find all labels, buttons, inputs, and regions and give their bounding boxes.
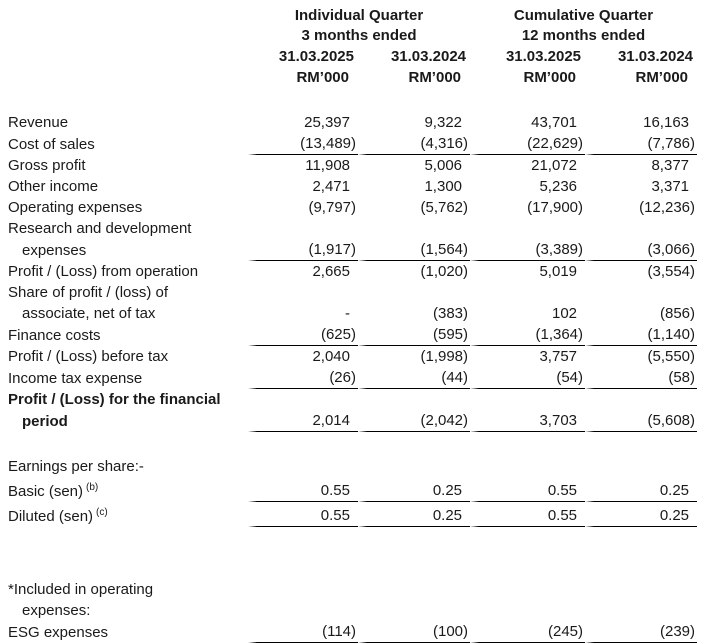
value-cell: (595)	[358, 324, 470, 346]
value-cell: 0.25	[585, 502, 697, 527]
value-cell: (7,786)	[585, 133, 697, 155]
value-cell: 5,236	[539, 178, 578, 195]
value-cell: (1,998)	[420, 348, 469, 365]
spacer-cell	[8, 432, 697, 456]
value-cell	[358, 600, 470, 621]
row-label: Operating expenses	[8, 199, 143, 216]
column-date-4: 31.03.2024	[617, 48, 694, 65]
empty-cell	[8, 68, 248, 88]
table-row	[8, 324, 697, 346]
value-cell: (239)	[585, 621, 697, 643]
table-header	[8, 6, 697, 88]
table-body	[8, 88, 697, 643]
value-cell: 0.25	[358, 502, 470, 527]
table-row	[8, 176, 697, 197]
row-label: Profit / (Loss) from operation	[8, 263, 199, 280]
value-cell	[248, 389, 358, 410]
value-cell	[358, 456, 470, 477]
value-cell: (17,900)	[527, 199, 584, 216]
row-label: Diluted (sen) $^{(c)}$	[8, 507, 108, 525]
value-cell: (2,042)	[358, 410, 470, 432]
table-row	[8, 197, 697, 218]
column-unit-4: RM’000	[635, 69, 689, 86]
value-cell: (54)	[470, 367, 585, 389]
spacer-row	[8, 88, 697, 112]
value-cell: (44)	[358, 367, 470, 389]
table-row	[8, 477, 697, 502]
column-unit-3: RM’000	[523, 69, 577, 86]
spacer-row	[8, 432, 697, 456]
row-label: Finance costs	[8, 327, 101, 344]
value-cell: (9,797)	[308, 199, 356, 216]
table-row	[8, 579, 697, 600]
value-cell: 0.55	[470, 502, 585, 527]
value-cell: (114)	[248, 621, 358, 643]
value-cell: 2,471	[312, 178, 350, 195]
value-cell: 9,322	[424, 114, 463, 131]
row-label: Earnings per share:-	[8, 458, 144, 475]
empty-cell	[8, 46, 248, 68]
table-row	[8, 133, 697, 155]
value-cell: (3,389)	[470, 239, 585, 261]
value-cell: 3,703	[470, 410, 585, 432]
row-label: Basic (sen) $^{(b)}$	[8, 482, 99, 500]
row-label: Revenue	[8, 114, 69, 131]
value-cell	[585, 389, 697, 410]
value-cell: 11,908	[305, 157, 350, 174]
table-row	[8, 367, 697, 389]
value-cell: 2,014	[248, 410, 358, 432]
date-header-row	[8, 46, 697, 68]
row-label: period	[22, 413, 68, 430]
value-cell: (5,608)	[585, 410, 697, 432]
group-subtitle-row	[8, 26, 697, 46]
value-cell: (100)	[358, 621, 470, 643]
value-cell: 0.55	[248, 477, 358, 502]
value-cell: (1,564)	[358, 239, 470, 261]
value-cell: 102	[551, 305, 578, 322]
value-cell	[470, 389, 585, 410]
row-label: *Included in operating	[8, 581, 154, 598]
row-label: Profit / (Loss) for the financial	[8, 391, 221, 408]
value-cell	[585, 282, 697, 303]
table-row	[8, 600, 697, 621]
value-cell: 2,665	[312, 263, 350, 280]
table-row	[8, 502, 697, 527]
empty-cell	[8, 26, 248, 46]
column-date-3: 31.03.2025	[505, 48, 582, 65]
value-cell: (1,140)	[585, 324, 697, 346]
value-cell	[248, 456, 358, 477]
row-label: associate, net of tax	[22, 305, 156, 322]
group-title-row	[8, 6, 697, 26]
value-cell	[248, 600, 358, 621]
value-cell: (3,554)	[647, 263, 696, 280]
table-row	[8, 282, 697, 303]
group-cumulative-quarter-title: Cumulative Quarter	[513, 7, 654, 24]
value-cell: (1,020)	[420, 263, 469, 280]
value-cell	[585, 600, 697, 621]
table-row	[8, 218, 697, 239]
value-cell: (1,364)	[470, 324, 585, 346]
value-cell: (625)	[248, 324, 358, 346]
value-cell	[248, 579, 358, 600]
value-cell: 0.55	[470, 477, 585, 502]
table-row	[8, 112, 697, 133]
value-cell: (3,066)	[585, 239, 697, 261]
value-cell	[585, 218, 697, 239]
value-cell: (5,550)	[647, 348, 696, 365]
value-cell	[470, 218, 585, 239]
table-row	[8, 410, 697, 432]
spacer-cell	[8, 527, 697, 579]
row-label: Profit / (Loss) before tax	[8, 348, 169, 365]
value-cell: 3,757	[539, 348, 578, 365]
table-row	[8, 389, 697, 410]
value-cell	[585, 456, 697, 477]
row-label: Research and development	[8, 220, 192, 237]
value-cell: (12,236)	[639, 199, 696, 216]
table-row	[8, 155, 697, 176]
value-cell: (383)	[432, 305, 469, 322]
value-cell: 8,377	[651, 157, 690, 174]
value-cell: -	[345, 305, 350, 322]
row-label: expenses	[22, 242, 87, 259]
value-cell: (26)	[248, 367, 358, 389]
table-row	[8, 261, 697, 282]
table-row	[8, 621, 697, 643]
table-row	[8, 239, 697, 261]
value-cell	[358, 389, 470, 410]
empty-cell	[8, 6, 248, 26]
value-cell	[470, 579, 585, 600]
column-date-2: 31.03.2024	[390, 48, 467, 65]
value-cell: 1,300	[424, 178, 463, 195]
row-label: Cost of sales	[8, 136, 95, 153]
value-cell: 16,163	[643, 114, 690, 131]
value-cell: (13,489)	[248, 133, 358, 155]
row-label: Other income	[8, 178, 99, 195]
column-date-1: 31.03.2025	[278, 48, 354, 65]
value-cell: (58)	[585, 367, 697, 389]
spacer-row	[8, 527, 697, 579]
value-cell	[585, 579, 697, 600]
group-individual-quarter-subtitle: 3 months ended	[301, 27, 417, 44]
column-unit-1: RM’000	[296, 69, 349, 86]
column-unit-2: RM’000	[408, 69, 462, 86]
row-label: Income tax expense	[8, 370, 143, 387]
value-cell: 21,072	[531, 157, 578, 174]
spacer-cell	[8, 88, 697, 112]
table-row	[8, 346, 697, 367]
value-cell: 25,397	[304, 114, 350, 131]
value-cell	[248, 218, 358, 239]
income-statement-table	[8, 6, 697, 643]
value-cell: (856)	[659, 305, 696, 322]
value-cell	[470, 456, 585, 477]
row-label: Gross profit	[8, 157, 86, 174]
group-cumulative-quarter-subtitle: 12 months ended	[521, 27, 646, 44]
table-row	[8, 456, 697, 477]
value-cell: 5,006	[424, 157, 463, 174]
value-cell	[470, 600, 585, 621]
value-cell: 2,040	[312, 348, 350, 365]
row-label: expenses:	[22, 602, 91, 619]
value-cell: (4,316)	[358, 133, 470, 155]
row-label: ESG expenses	[8, 624, 109, 641]
footnote-ref: (b)	[86, 482, 99, 493]
value-cell: (245)	[470, 621, 585, 643]
row-label: Share of profit / (loss) of	[8, 284, 169, 301]
value-cell: 3,371	[651, 178, 690, 195]
footnote-ref: (c)	[96, 507, 108, 518]
value-cell: 0.25	[358, 477, 470, 502]
table-row	[8, 303, 697, 324]
value-cell: (5,762)	[420, 199, 469, 216]
group-individual-quarter-title: Individual Quarter	[294, 7, 424, 24]
value-cell	[358, 218, 470, 239]
value-cell	[248, 282, 358, 303]
value-cell: (22,629)	[470, 133, 585, 155]
value-cell: 0.25	[585, 477, 697, 502]
value-cell	[358, 282, 470, 303]
value-cell: 0.55	[248, 502, 358, 527]
unit-header-row	[8, 68, 697, 88]
value-cell: (1,917)	[248, 239, 358, 261]
value-cell	[470, 282, 585, 303]
value-cell	[358, 579, 470, 600]
value-cell: 5,019	[539, 263, 578, 280]
value-cell: 43,701	[531, 114, 578, 131]
